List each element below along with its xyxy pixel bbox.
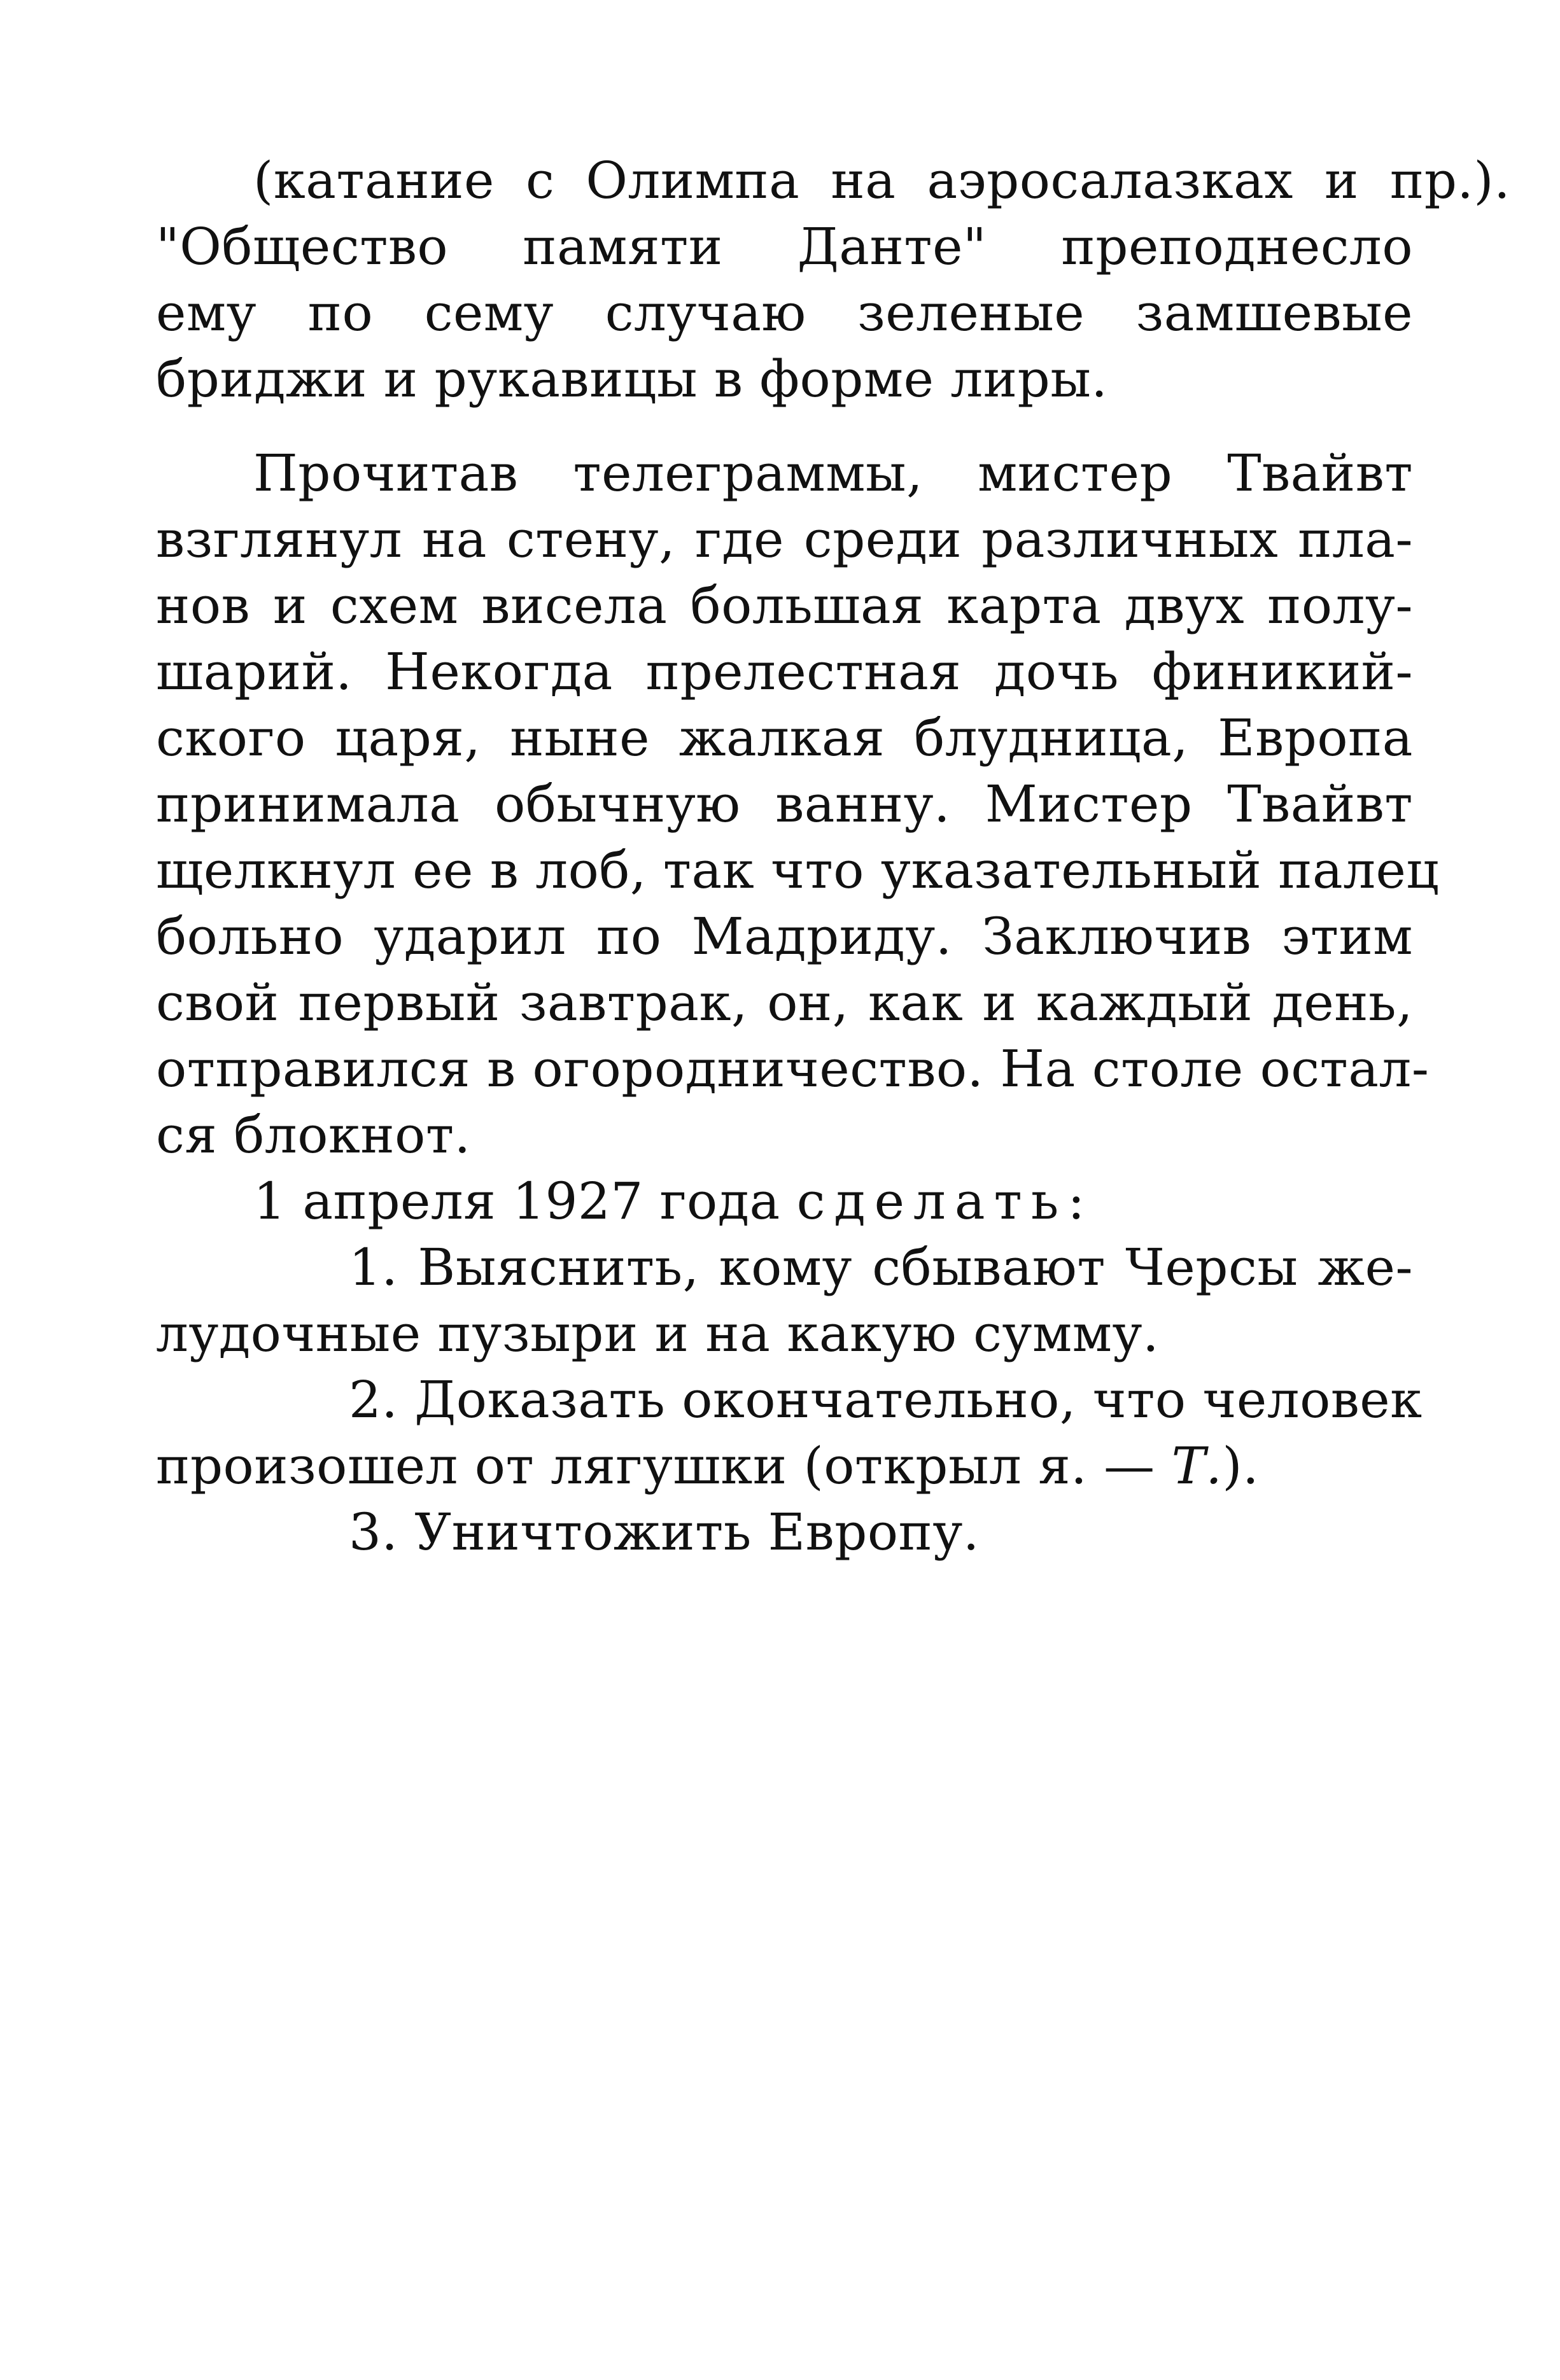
notebook-item-2-line-2-text: произошел от лягушки (открыл я. — xyxy=(156,1436,1172,1495)
notebook-todo-label: сделать: xyxy=(796,1172,1094,1231)
paragraph1-line-4: бриджи и рукавицы в форме лиры. xyxy=(156,349,1108,409)
paragraph2-line-6: принимала обычную ванну. Мистер Твайвт xyxy=(156,774,1413,834)
paragraph1-line-2: "Общество памяти Данте" преподнесло xyxy=(156,217,1413,276)
notebook-item-1-line-2: лудочные пузыри и на какую сумму. xyxy=(156,1304,1159,1363)
notebook-item-2-line-2 xyxy=(156,1433,1413,1499)
paragraph1-line-3: ему по сему случаю зеленые замшевые xyxy=(156,283,1413,342)
paragraph2-line-10: отправился в огородничество. На столе остал- xyxy=(156,1039,1430,1098)
notebook-item-2-line-2-suffix: ). xyxy=(1222,1436,1259,1495)
paragraph2-line-5: ского царя, ныне жалкая блудница, Европа xyxy=(156,708,1413,767)
paragraph2-line-8: больно ударил по Мадриду. Заключив этим xyxy=(156,907,1413,966)
paragraph2-line-7: щелкнул ее в лоб, так что указательный палец xyxy=(156,841,1440,900)
notebook-item-2-line-1: 2. Доказать окончательно, что человек xyxy=(349,1370,1423,1429)
notebook-item-1-line-1: 1. Выяснить, кому сбывают Черсы же- xyxy=(349,1238,1413,1297)
notebook-date: 1 апреля 1927 года xyxy=(253,1172,780,1231)
notebook-heading xyxy=(253,1168,1510,1235)
paragraph2-line-3: нов и схем висела большая карта двух полу- xyxy=(156,576,1413,635)
paragraph2-line-11: ся блокнот. xyxy=(156,1105,471,1165)
paragraph2-line-9: свой первый завтрак, он, как и каждый день, xyxy=(156,973,1413,1032)
paragraph2-line-1: Прочитав телеграммы, мистер Твайвт xyxy=(253,444,1413,503)
paragraph2-line-4: шарий. Некогда прелестная дочь финикий- xyxy=(156,642,1413,701)
paragraph2-line-2: взглянул на стену, где среди различных пла- xyxy=(156,510,1413,569)
notebook-item-3: 3. Уничтожить Европу. xyxy=(349,1502,980,1562)
notebook-item-2-author-initial: Т. xyxy=(1171,1436,1223,1495)
paragraph1-line-1: (катание с Олимпа на аэросалазках и пр.). xyxy=(253,151,1510,210)
